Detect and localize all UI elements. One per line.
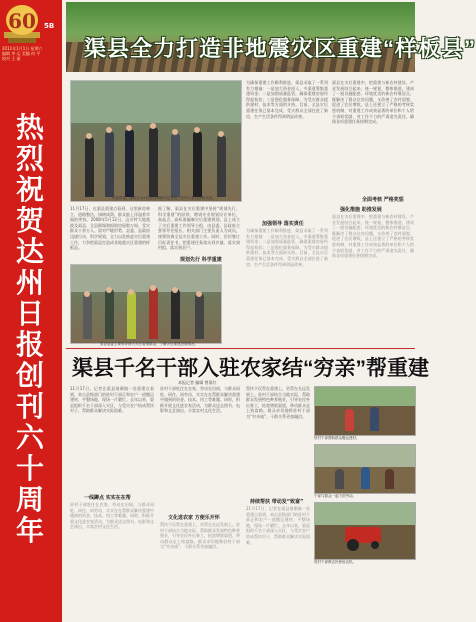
article1-photo2-caption: 渠县县委主要领导深入灾区看望群众，了解灾后重建进展情况。 xyxy=(100,342,198,346)
article1-subhead1: 规划先行 科学重建 xyxy=(180,257,222,263)
article2-subhead3: 持续帮扶 带动发“致富” xyxy=(250,499,304,505)
sixtieth-anniversary-logo xyxy=(2,2,42,46)
article2-subhead2: 文化进农家 方便乐开怀 xyxy=(168,515,220,521)
article2-photo-1 xyxy=(314,386,416,436)
anniversary-number: 60 xyxy=(8,9,36,33)
article2-body-col1: 11月17日，记者在渠县琅琊镇一处重建点看到，来自县级部门的驻村干部正和农户一道搬运建材、平整场地，现场一片繁忙。去年以来，渠县组织千名干部深入灾区，与受灾农户结成帮扶对子，帮助群众解决实际困难。 xyxy=(70,386,154,414)
article1-body-col3: 为确保重建工作顺利推进，渠县采取了一系列有力措施：一是加大资金投入，多渠道筹集重建资金；二是加强质量监管，确保重建房屋经得起检验；三是强化服务保障，为受灾群众提供建材、技术等方面的支持。目前，全县灾后重建任务已基本完成，受灾群众全部住进了新房，生产生活条件得到明显改善。 xyxy=(246,80,328,119)
article2-photo3-caption: 驻村干部教农民使用农机。 xyxy=(314,560,356,564)
article1-subhead2: 加强领导 落实责任 xyxy=(262,221,304,227)
anniversary-slogan: 热烈祝贺达州日报创刊六十周年 xyxy=(15,111,44,547)
article1-subhead3: 强化措施 助推发展 xyxy=(340,207,382,213)
article1-body-col1: 11月17日，在渠县重建点看到，这里新房林立，道路整洁，绿树成荫，群众脸上洋溢着幸福的笑容。2008年5月12日，汶川特大地震波及渠县，全县倒塌和损毁房屋数万间，受灾群众十余万人。面对严峻形势，县委、县政府迅速行动，科学规划，全力以赴推进灾后重建工作，力争把渠县打造成非地震灾区重建的样板县。 xyxy=(70,206,150,251)
article2-photo1-caption: 驻村干部帮助群众搬运建材。 xyxy=(314,436,360,440)
article1-body-col4: 渠县在灾后重建中，把重建与新农村建设、产业发展结合起来，统一规划，整体推进。建成了一批设施配套、环境优美的新农村聚居点，既解决了群众住房问题，又改善了农村面貌，促进了农民增收。县上还建立了严格的考核奖惩机制，对重建工作成效显著的单位和个人给予表彰奖励，对工作不力的严肃追究责任，确保各项重建任务按期完成。 xyxy=(332,80,414,125)
article2-subhead1: 一线蹲点 实实在在帮 xyxy=(84,495,131,501)
article2-headline: 渠县千名干部入驻农家结“穷亲”帮重建 xyxy=(72,357,429,380)
masthead-info xyxy=(2,46,60,61)
article1-photo1-caption: 市委常委、副市长××在渠县调研灾后重建工作时与群众亲切交谈。 xyxy=(112,196,216,200)
anniversary-sidebar xyxy=(0,0,62,622)
article1-body-col3-cont: 为确保重建工作顺利推进，渠县采取了一系列有力措施：一是加大资金投入，多渠道筹集重建资金；二是加强质量监管，确保重建房屋经得起检验；三是强化服务保障，为受灾群众提供建材、技术等方面的支持。目前，全县灾后重建任务已基本完成，受灾群众全部住进了新房，生产生活条件得到明显改善。 xyxy=(246,228,328,267)
article1-banner xyxy=(66,2,476,72)
article2-body-col1-cont: 驻村干部吃住在农家、劳动在田间，与群众同吃、同住、同劳动，实实在在帮群众解决重建中遇到的资金、技术、用工等难题。同时，积极开展文化进农家活动，为群众送去图书、电影和文艺演出，丰富农村文化生活。 xyxy=(70,502,154,530)
article2-photo-3 xyxy=(314,502,416,560)
article1-subhead4: 全面考核 严格奖惩 xyxy=(362,197,404,203)
article1-photo-officials xyxy=(70,80,242,202)
article2-photo-2 xyxy=(314,444,416,494)
article2-body-col2-cont: 帮扶不仅帮在重建上，更帮在长远发展上。驻村干部结合当地实际，帮助群众发展特色种养殖业，引导农民外出务工，拓宽增收渠道，带动群众走上致富路。群众亲切地称驻村干部为“穷亲戚”，干群关系更加融洽。 xyxy=(160,522,240,550)
article2-body-col3-cont: 11月17日，记者在渠县琅琊镇一处重建点看到，来自县级部门的驻村干部正和农户一道搬运建材、平整场地，现场一片繁忙。去年以来，渠县组织千名干部深入灾区，与受灾农户结成帮扶对子，帮助群众解决实际困难。 xyxy=(246,506,310,545)
article1-photo-visit xyxy=(70,264,222,344)
article1-byline: 通讯员 冉明志 记者 熊英 曾菊红 xyxy=(240,66,298,71)
masthead-line: 编辑 李 运 美编 何 平 xyxy=(2,51,41,56)
article1-body-col4-cont: 渠县在灾后重建中，把重建与新农村建设、产业发展结合起来，统一规划，整体推进。建成了一批设施配套、环境优美的新农村聚居点，既解决了群众住房问题，又改善了农村面貌，促进了农民增收。县上还建立了严格的考核奖惩机制，对重建工作成效显著的单位和个人给予表彰奖励，对工作不力的严肃追究责任，确保各项重建任务按期完成。 xyxy=(332,214,414,259)
masthead-line: 校对 王 丽 xyxy=(2,56,21,61)
masthead-line: 2011年1月1日 星期六 xyxy=(2,46,43,51)
article2-byline: 本报记者 编辑 曾菊红 xyxy=(178,380,217,385)
article1-headline: 渠县全力打造非地震灾区重建“样板县” xyxy=(84,36,476,61)
article2-photo2-caption: 干部与群众一起下田劳动。 xyxy=(314,494,356,498)
page-number: 5B xyxy=(44,22,55,30)
article-divider xyxy=(66,348,415,349)
article1-body-col2: 据了解，渠县在灾后重建中坚持“规划先行、科学重建”的原则，聘请专业规划设计单位，高起点、高标准编制灾后重建规划。县上成立了灾后重建工作领导小组，由县委、县政府主要领导任组长，相关部门主要负责人为成员，统筹协调全县灾后重建工作。同时，层层签订目标责任书，把重建任务落实到乡镇、落实到村组、落实到农户。 xyxy=(158,206,240,251)
article2-body-col3: 帮扶不仅帮在重建上，更帮在长远发展上。驻村干部结合当地实际，帮助群众发展特色种养殖业，引导农民外出务工，拓宽增收渠道，带动群众走上致富路。群众亲切地称驻村干部为“穷亲戚”，干群关系更加融洽。 xyxy=(246,386,310,419)
article2-body-col2: 驻村干部吃住在农家、劳动在田间，与群众同吃、同住、同劳动，实实在在帮群众解决重建中遇到的资金、技术、用工等难题。同时，积极开展文化进农家活动，为群众送去图书、电影和文艺演出，丰富农村文化生活。 xyxy=(160,386,240,414)
